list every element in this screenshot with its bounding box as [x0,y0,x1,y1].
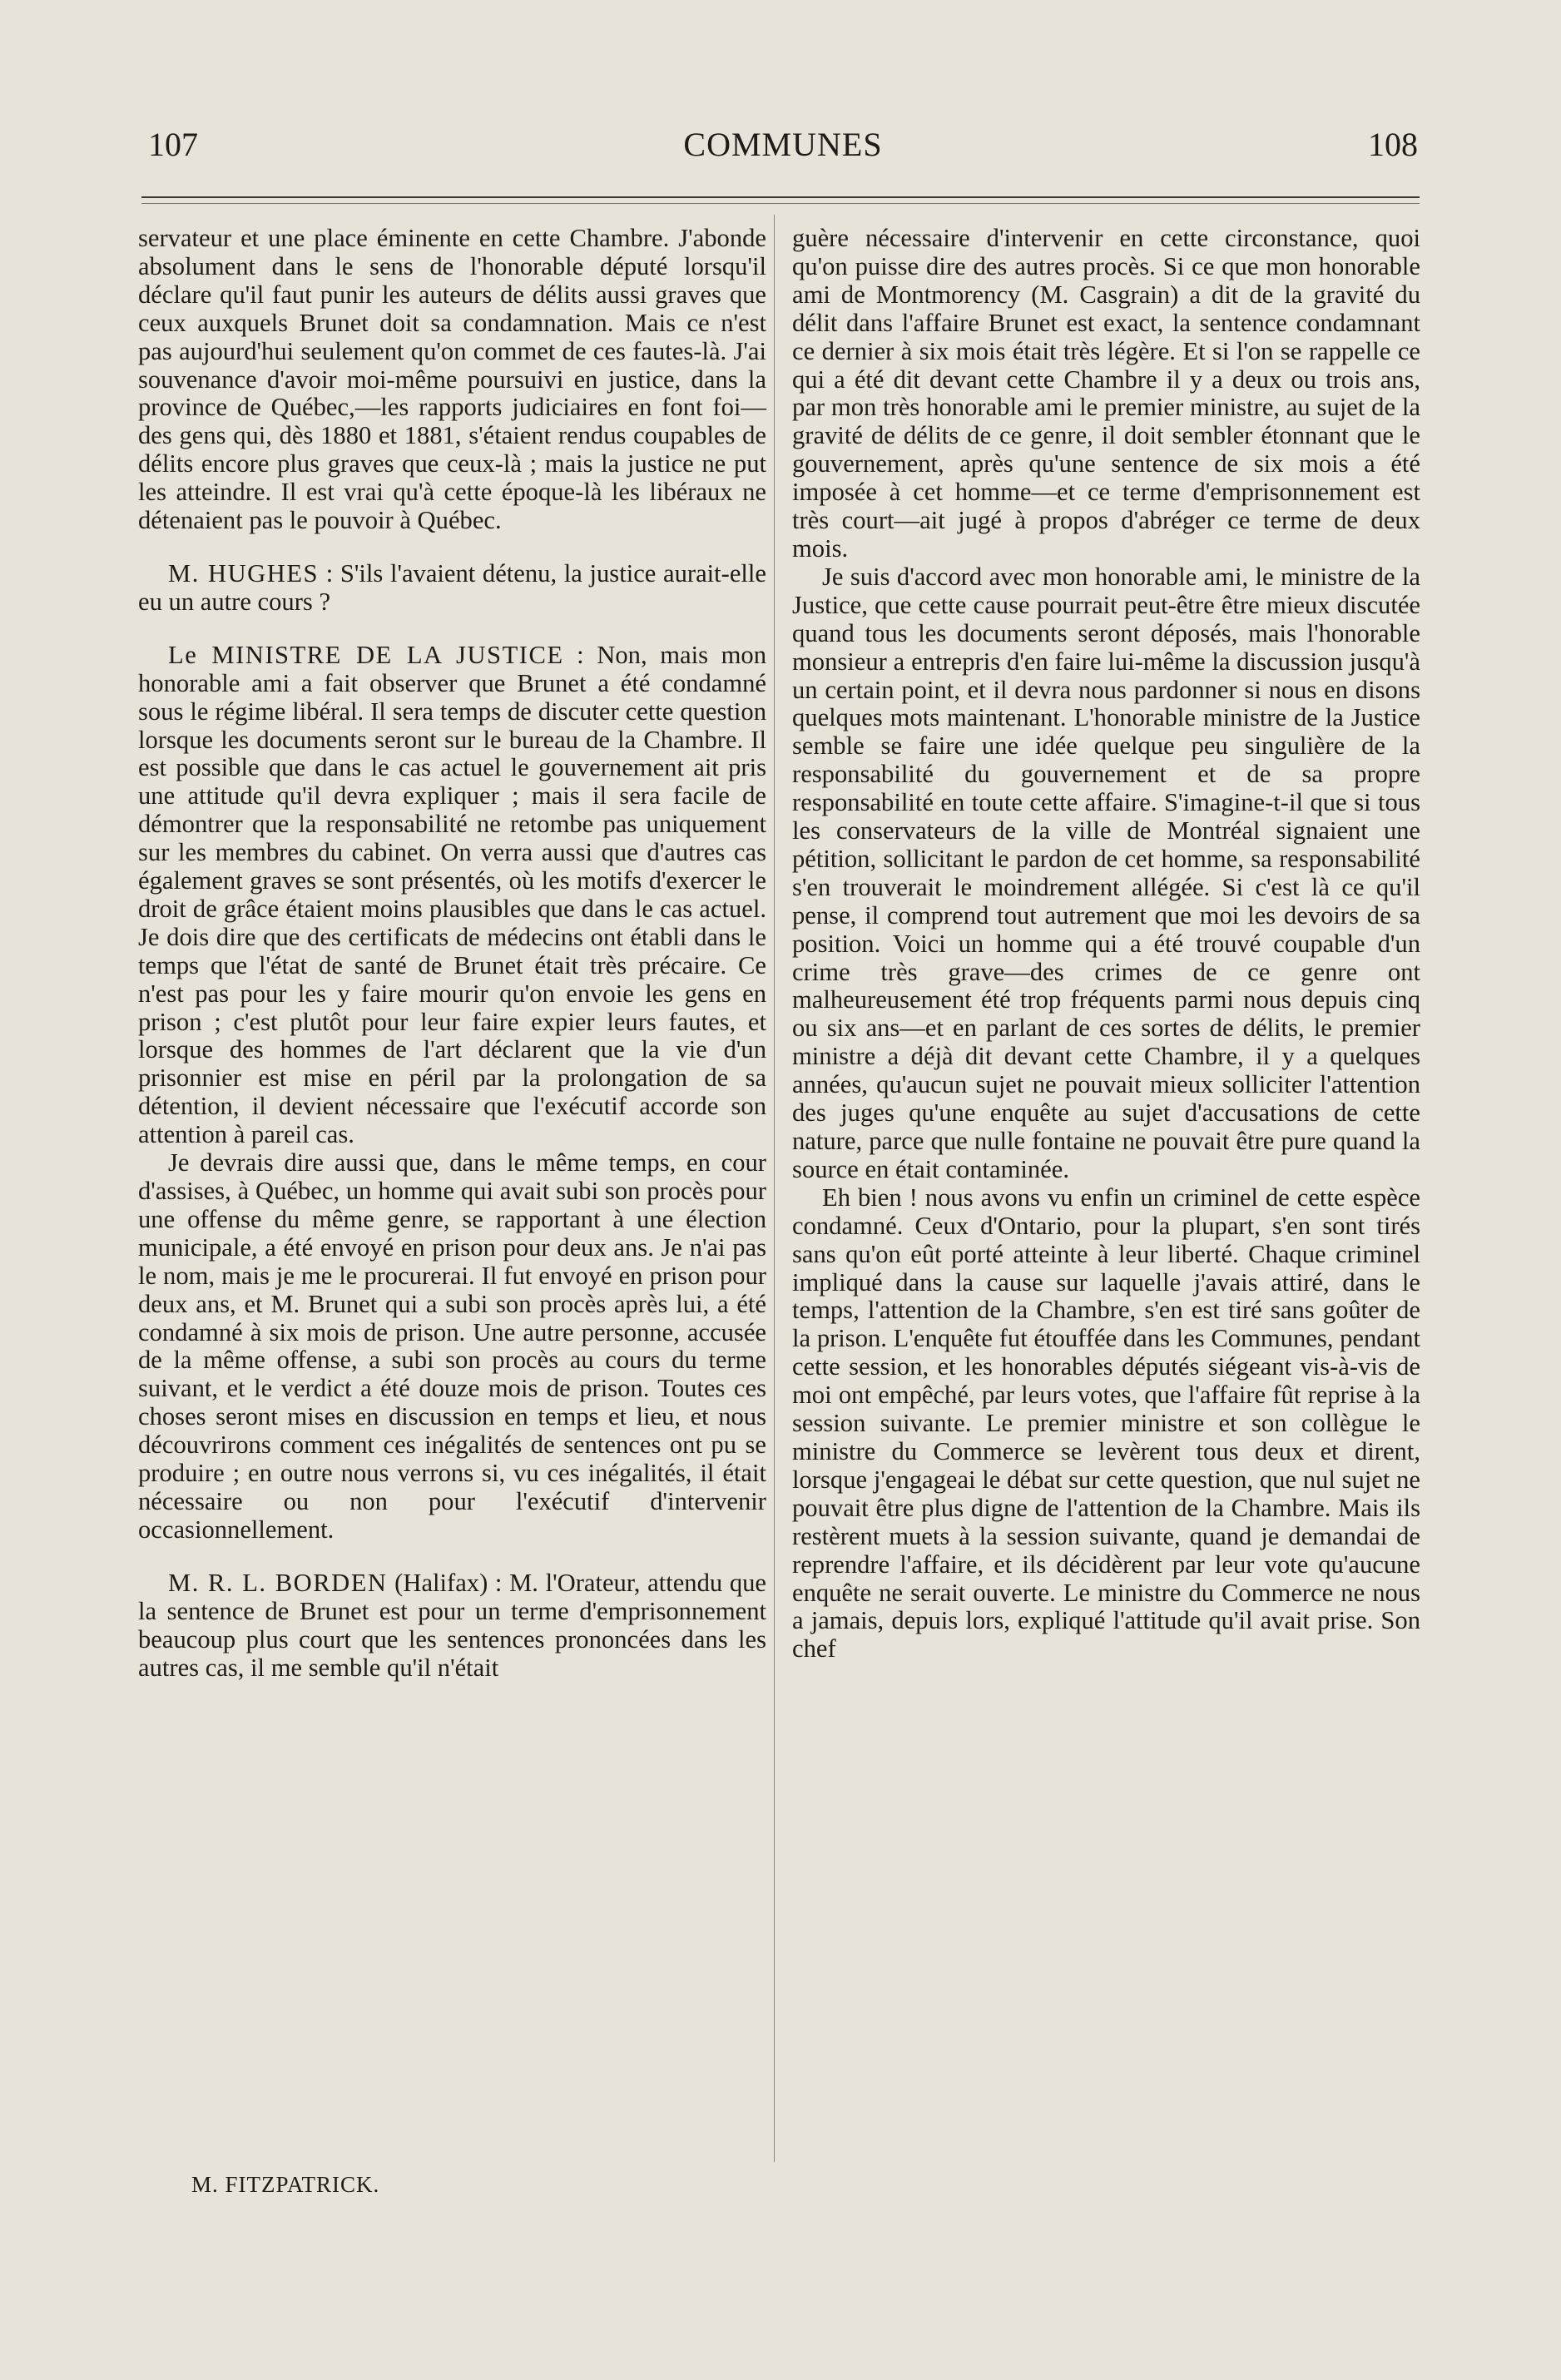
page-header [148,125,1418,175]
speaker-name: M. R. L. BORDEN [168,1568,388,1597]
paragraph-text: : S'ils l'avaient détenu, la justice aurait-elle eu un autre cours ? [138,558,766,616]
page-number-left: 107 [148,126,198,163]
left-column [138,225,766,1682]
speaker-name: M. HUGHES [168,558,320,588]
paragraph [138,642,766,1149]
paragraph [138,560,766,617]
paragraph [138,225,766,535]
paragraph-text: Je devrais dire aussi que, dans le même temps, en cour d'assises, à Québec, un homme qui avait subi son procès pour une offense du même genre, se rapportant à une élection municipale, a été envoyé en prison pour deux ans. Je n'ai pas le nom, mais je me le procurerai. Il fut envoyé en prison pour deux ans, et M. Brunet qui a subi son procès après lui, a été condamné à six mois de prison. Une autre personne, accusée de la même offense, a subi son procès au cours du terme suivant, et le verdict a été douze mois de prison. Toutes ces choses seront mises en discussion en temps et lieu, et nous découvrirons comment ces inégalités de sentences ont pu se produire ; en outre nous verrons si, vu ces inégalités, il était nécessaire ou non pour l'exécutif d'intervenir occasionnellement. [138,1148,766,1544]
paragraph-text: : Non, mais mon honorable ami a fait observer que Brunet a été condamné sous le régime libéral. Il sera temps de discuter cette question lorsque les documents seront sur le bureau de la Chambre. Il est possible que dans le cas actuel le gouvernement ait pris une attitude qu'il devra expliquer ; mais il sera facile de démontrer que la responsabilité ne retombe pas uniquement sur les membres du cabinet. On verra aussi que d'autres cas également graves se sont présentés, où les motifs d'exercer le droit de grâce étaient moins plausibles que dans le cas actuel. Je dois dire que des certificats de médecins ont établi dans le temps que l'état de santé de Brunet était très précaire. Ce n'est pas pour les y faire mourir qu'on envoie les gens en prison ; c'est plutôt pour leur faire expier leurs fautes, et lorsque des hommes de l'art déclarent que la vie d'un prisonnier est mise en péril par la prolongation de sa détention, il devient nécessaire que l'exécutif accorde son attention à pareil cas. [138,640,766,1149]
paragraph-text: (Halifax) : M. l'Orateur, attendu que la sentence de Brunet est pour un terme d'emprisonnement beaucoup plus court que les sentences prononcées dans les autres cas, il me semble qu'il n'était [138,1568,766,1682]
paragraph-text: Je suis d'accord avec mon honorable ami, le ministre de la Justice, que cette cause pourrait peut-être être mieux discutée quand tous les documents seront déposés, mais l'honorable monsieur a entrepris d'en faire lui-même la discussion jusqu'à un certain point, et il devra nous pardonner si nous en disons quelques mots maintenant. L'honorable ministre de la Justice semble se faire une idée quelque peu singulière de la responsabilité du gouvernement et de sa propre responsabilité en toute cette affaire. S'imagine-t-il que si tous les conservateurs de la ville de Montréal signaient une pétition, sollicitant le pardon de cet homme, sa responsabilité s'en trouverait le moindrement allégée. Si c'est là ce qu'il pense, il comprend tout autrement que moi les devoirs de sa position. Voici un homme qui a été trouvé coupable d'un crime très grave—des crimes de ce genre ont malheureusement été trop fréquents parmi nous depuis cinq ou six ans—et en parlant de ces sortes de délits, le premier ministre a déjà dit devant cette Chambre, il y a quelques années, qu'aucun sujet ne pouvait mieux solliciter l'attention des juges qu'une enquête au sujet d'accusations de cette nature, parce que nulle fontaine ne pouvait être pure quand la source en était contaminée. [792,562,1420,1183]
header-rule-thin [141,203,1420,204]
column-divider [774,215,775,2162]
running-title: COMMUNES [683,126,883,163]
paragraph [792,563,1420,1184]
paragraph-text: guère nécessaire d'intervenir en cette circonstance, quoi qu'on puisse dire des autres procès. Si ce que mon honorable ami de Montmorency (M. Casgrain) a dit de la gravité du délit dans l'affaire Brunet est exact, la sentence condamnant ce dernier à six mois était très légère. Et si l'on se rappelle ce qui a été dit devant cette Chambre il y a deux ou trois ans, par mon très honorable ami le premier ministre, au sujet de la gravité de délits de ce genre, il doit sembler étonnant que le gouvernement, après qu'une sentence de six mois a été imposée à cet homme—et ce terme d'emprisonnement est très court—ait jugé à propos d'abréger ce terme de deux mois. [792,224,1420,563]
paragraph-text: servateur et une place éminente en cette Chambre. J'abonde absolument dans le sens de l'honorable député lorsqu'il déclare qu'il faut punir les auteurs de délits aussi graves que ceux auxquels Brunet doit sa condamnation. Mais ce n'est pas aujourd'hui seulement qu'on commet de ces fautes-là. J'ai souvenance d'avoir moi-même poursuivi en justice, dans la province de Québec,—les rapports judiciaires en font foi—des gens qui, dès 1880 et 1881, s'étaient rendus coupables de délits encore plus graves que ceux-là ; mais la justice ne put les atteindre. Il est vrai qu'à cette époque-là les libéraux ne détenaient pas le pouvoir à Québec. [138,224,766,535]
right-column [792,225,1420,1664]
paragraph [138,1149,766,1545]
page-footer: M. FITZPATRICK. [191,2172,380,2197]
paragraph [138,1569,766,1683]
speaker-name: Le MINISTRE DE LA JUSTICE [168,640,564,669]
header-rule [141,196,1420,198]
paragraph-text: Eh bien ! nous avons vu enfin un criminel de cette espèce condamné. Ceux d'Ontario, pour la plupart, s'en sont tirés sans qu'on eût porté atteinte à leur liberté. Chaque criminel impliqué dans la cause sur laquelle j'avais attiré, dans le temps, l'attention de la Chambre, s'en est tiré sans goûter de la prison. L'enquête fut étouffée dans les Communes, pendant cette session, et les honorables députés siégeant vis-à-vis de moi ont empêché, par leurs votes, que l'affaire fût reprise à la session suivante. Le premier ministre et son collègue le ministre du Commerce se levèrent tous deux et dirent, lorsque j'engageai le débat sur cette question, que nul sujet ne pouvait être plus digne de l'attention de la Chambre. Mais ils restèrent muets à la session suivante, quand je demandai de reprendre l'affaire, et ils décidèrent par leur vote qu'aucune enquête ne serait ouverte. Le ministre du Commerce ne nous a jamais, depuis lors, expliqué l'attitude qu'il avait prise. Son chef [792,1183,1420,1664]
paragraph [792,225,1420,563]
paragraph [792,1184,1420,1664]
page-number-right: 108 [1368,126,1418,163]
